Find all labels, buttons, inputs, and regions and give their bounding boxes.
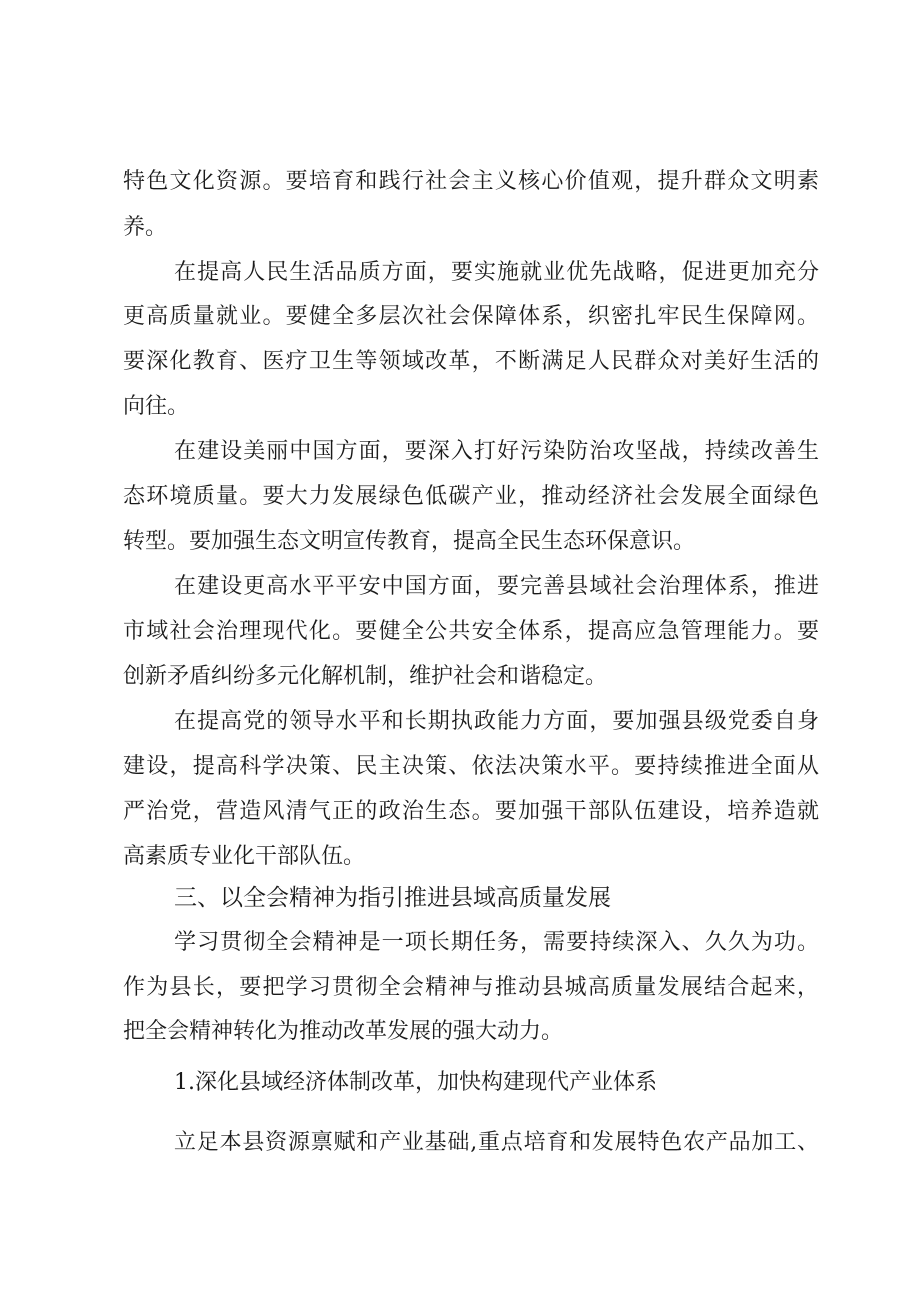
body-line: 向往。	[123, 394, 190, 419]
body-line: 态环境质量。要大力发展绿色低碳产业，推动经济社会发展全面绿色	[123, 484, 819, 509]
body-line: 转型。要加强生态文明宣传教育，提高全民生态环保意识。	[123, 529, 696, 554]
paragraph-first-line: 在建设美丽中国方面，要深入打好污染防治攻坚战，持续改善生	[174, 439, 819, 464]
body-line: 创新矛盾纠纷多元化解机制，维护社会和谐稳定。	[123, 664, 608, 689]
paragraph-first-line: 在提高人民生活品质方面，要实施就业优先战略，促进更加充分	[174, 260, 819, 285]
subsection-heading: 1.深化县域经济体制改革，加快构建现代产业体系	[174, 1070, 657, 1095]
paragraph-first-line: 学习贯彻全会精神是一项长期任务，需要持续深入、久久为功。	[174, 930, 819, 955]
body-line: 更高质量就业。要健全多层次社会保障体系，织密扎牢民生保障网。	[123, 304, 819, 329]
body-line: 建设，提高科学决策、民主决策、依法决策水平。要持续推进全面从	[123, 754, 819, 779]
body-line: 把全会精神转化为推动改革发展的强大动力。	[123, 1019, 564, 1044]
body-line: 特色文化资源。要培育和践行社会主义核心价值观，提升群众文明素	[123, 169, 819, 194]
body-line: 要深化教育、医疗卫生等领域改革，不断满足人民群众对美好生活的	[123, 349, 819, 374]
body-line: 养。	[123, 215, 168, 240]
section-heading: 三、以全会精神为指引推进县域高质量发展	[174, 885, 611, 911]
body-line: 高素质专业化干部队伍。	[123, 844, 366, 869]
paragraph-first-line: 在建设更高水平平安中国方面，要完善县域社会治理体系，推进	[174, 574, 819, 599]
paragraph-first-line: 在提高党的领导水平和长期执政能力方面，要加强县级党委自身	[174, 709, 819, 734]
body-line: 严治党，营造风清气正的政治生态。要加强干部队伍建设，培养造就	[123, 799, 819, 824]
body-line: 市域社会治理现代化。要健全公共安全体系，提高应急管理能力。要	[123, 619, 819, 644]
body-line: 作为县长，要把学习贯彻全会精神与推动县城高质量发展结合起来，	[123, 975, 819, 1000]
paragraph-first-line: 立足本县资源禀赋和产业基础,重点培育和发展特色农产品加工、	[174, 1130, 819, 1155]
